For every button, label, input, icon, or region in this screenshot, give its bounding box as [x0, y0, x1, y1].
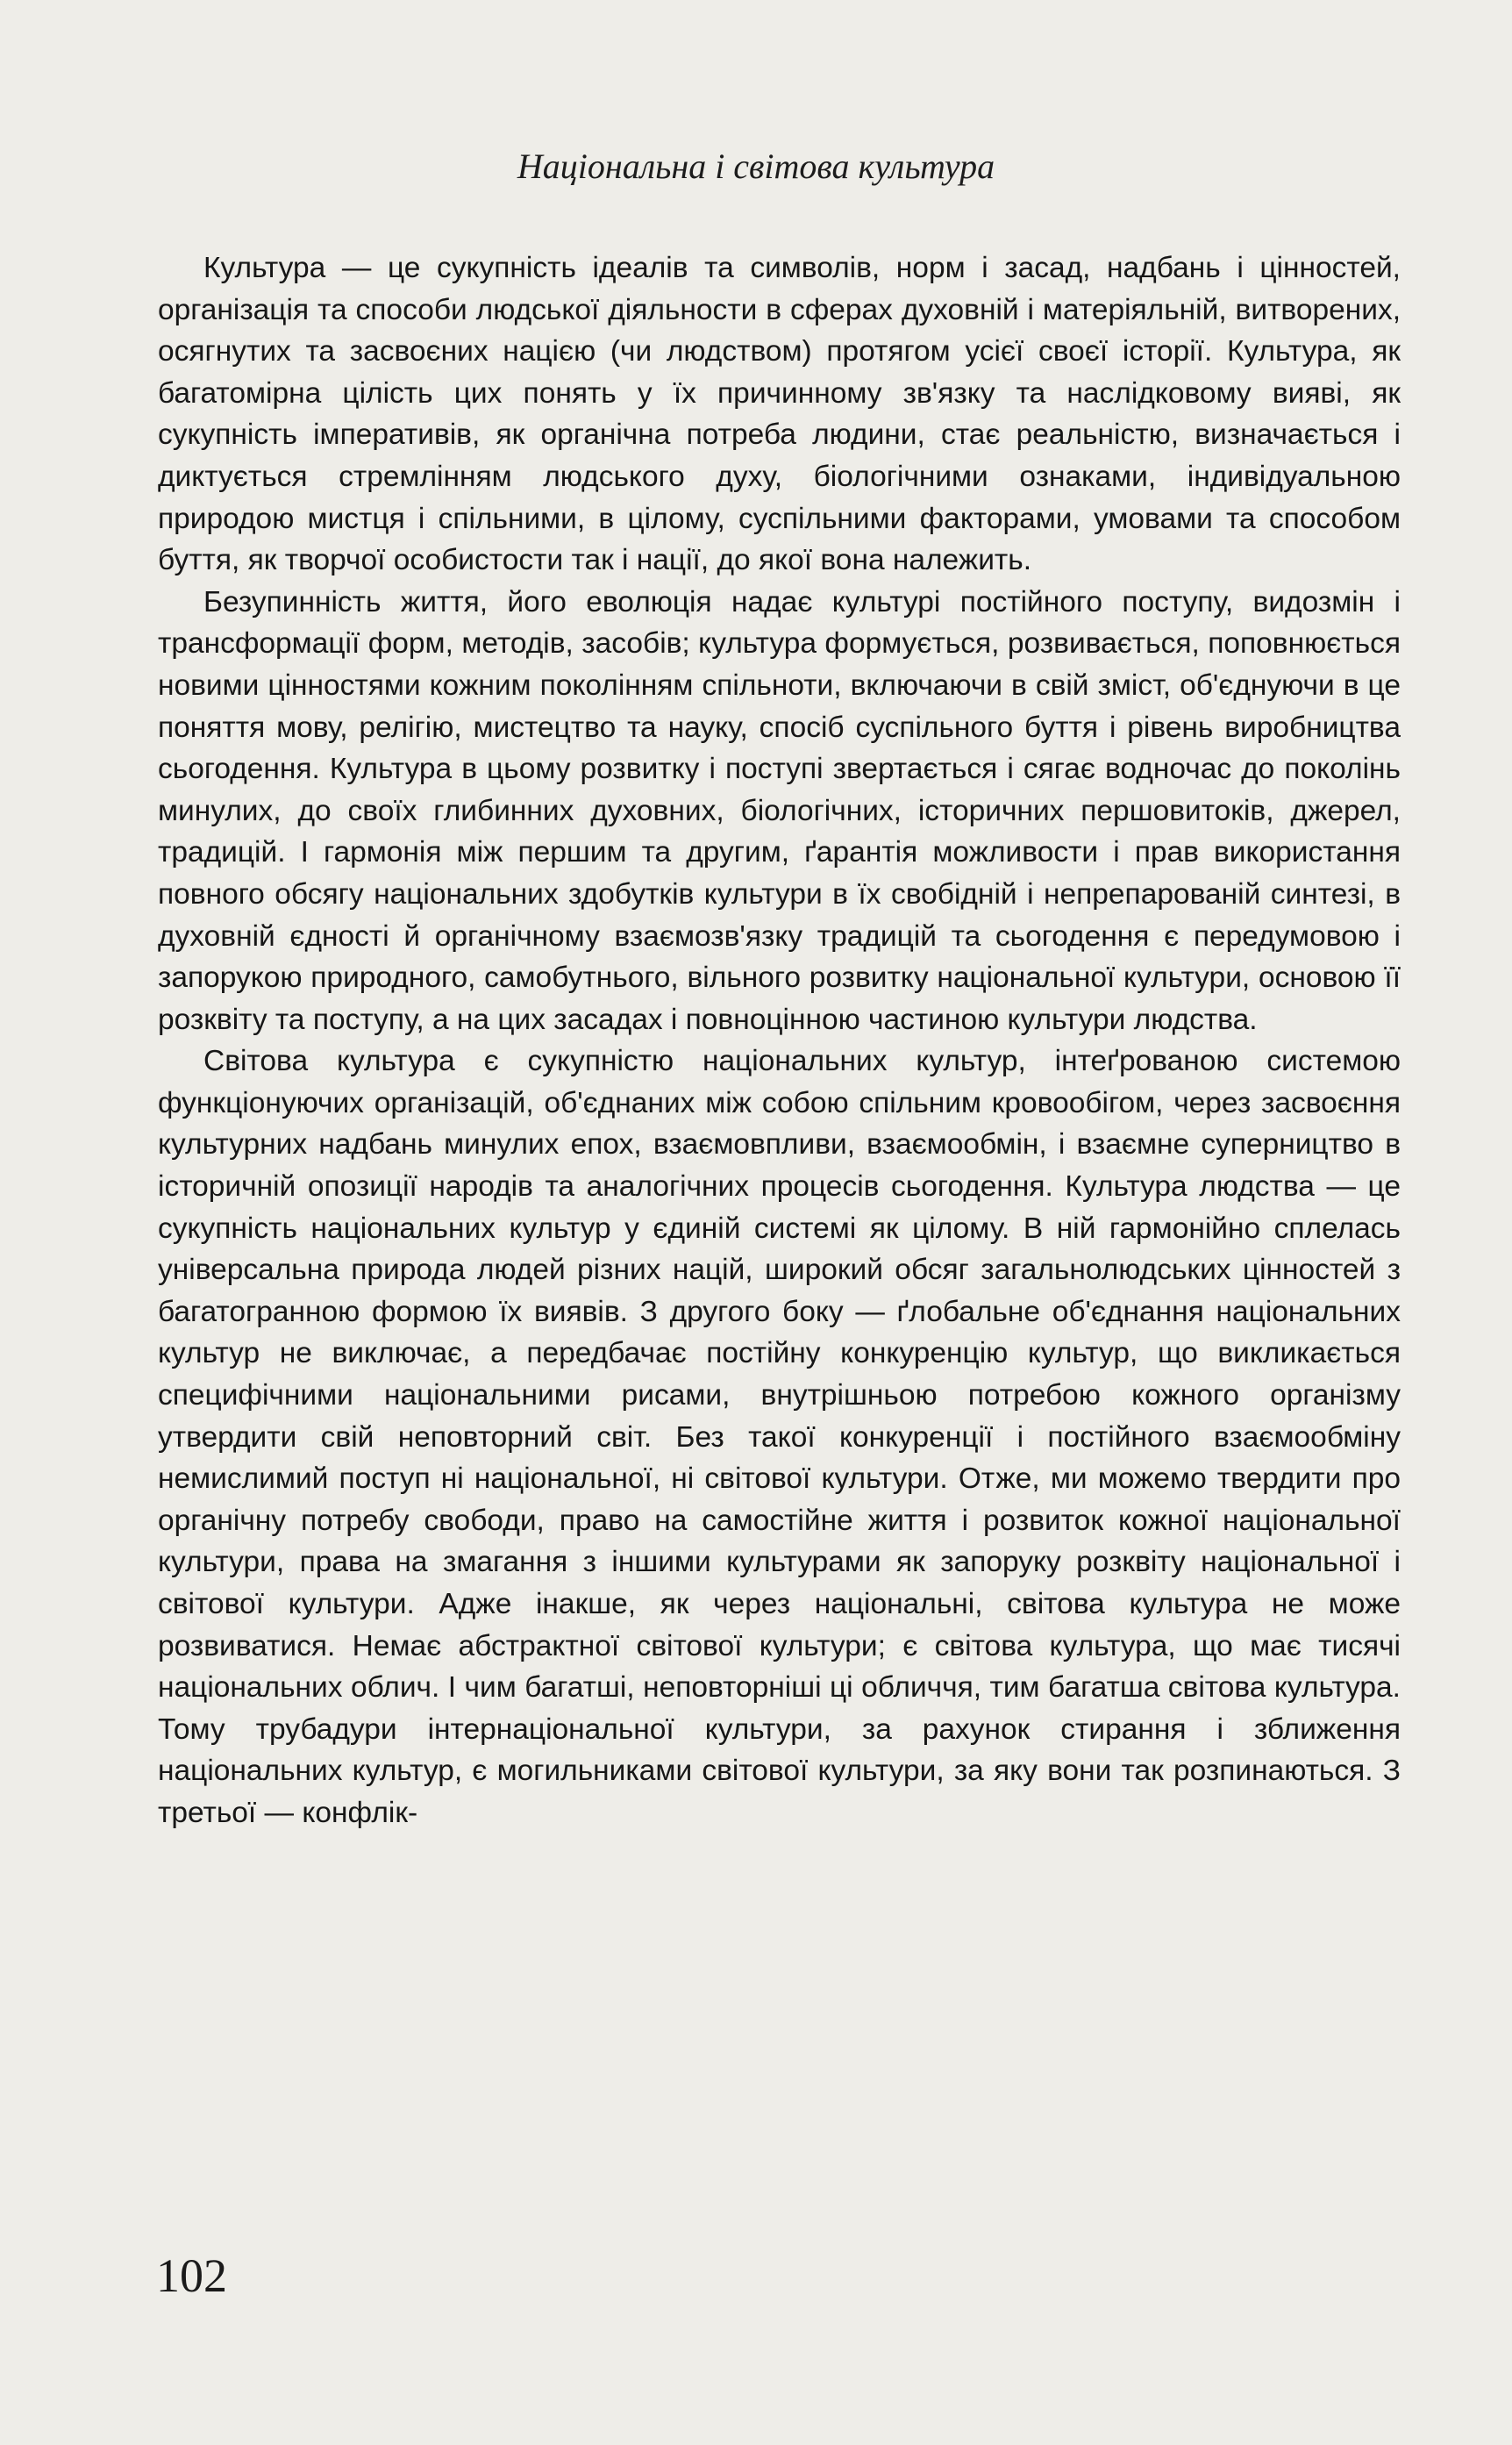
- running-header: Національна і світова культура: [517, 147, 995, 186]
- page-number: 102: [156, 2249, 227, 2302]
- paragraph-2: Безупинність життя, його еволюція надає культурі постійного поступу, видозмін і трансформації форм, методів, засобів; культура формується, розвивається, поповнюється новими цінностями кожним поколінням спільноти, включаючи в свій зміст, об'єднуючи в це поняття мову, релігію, мистецтво та науку, спосіб суспільного буття і рівень виробництва сьогодення. Культура в цьому розвитку і поступі звертається і сягає водночас до поколінь минулих, до своїх глибинних духовних, біологічних, історичних першовитоків, джерел, традицій. І гармонія між першим та другим, ґарантія можливости і прав використання повного обсягу національних здобутків культури в їх свобідній і непрепарованій синтезі, в духовній єдності й органічному взаємозв'язку традицій та сьогодення є передумовою і запорукою природного, самобутнього, вільного розвитку національної культури, основою її розквіту та поступу, а на цих засадах і повноцінною частиною культури людства.: [158, 585, 1401, 1036]
- body-text: [158, 247, 1401, 1834]
- paragraph-3: Світова культура є сукупністю національних культур, інтеґрованою системою функціонуючих організацій, об'єднаних між собою спільним кровообігом, через засвоєння культурних надбань минулих епох, взаємовпливи, взаємообмін, і взаємне суперництво в історичній опозиції народів та аналогічних процесів сьогодення. Культура людства — це сукупність національних культур у єдиній системі як цілому. В ній гармонійно сплелась універсальна природа людей різних націй, широкий обсяг загальнолюдських цінностей з багатогранною формою їх виявів. З другого боку — ґлобальне об'єднання національних культур не виключає, а передбачає постійну конкуренцію культур, що викликається специфічними національними рисами, внутрішньою потребою кожного організму утвердити свій неповторний світ. Без такої конкуренції і постійного взаємообміну немислимий поступ ні національної, ні світової культури. Отже, ми можемо твердити про органічну потребу свободи, право на самостійне життя і розвиток кожної національної культури, права на змагання з іншими культурами як запоруку розквіту національної і світової культури. Адже інакше, як через національні, світова культура не може розвиватися. Немає абстрактної світової культури; є світова культура, що має тисячі національних облич. І чим багатші, неповторніші ці обличчя, тим багатша світова культура. Тому трубадури інтернаціональної культури, за рахунок стирання і зближення національних культур, є могильниками світової культури, за яку вони так розпинаються. З третьої — конфлік-: [158, 1045, 1401, 1829]
- paragraph-1: Культура — це сукупність ідеалів та символів, норм і засад, надбань і цінностей, організація та способи людської діяльности в сферах духовній і матеріяльній, витворених, осягнутих та засвоєних нацією (чи людством) протягом усієї своєї історії. Культура, як багатомірна цілість цих понять у їх причинному зв'язку та наслідковому вияві, як сукупність імперативів, як органічна потреба людини, стає реальністю, визначається і диктується стремлінням людського духу, біологічними ознаками, індивідуальною природою мистця і спільними, в цілому, суспільними факторами, умовами та способом буття, як творчої особистости так і нації, до якої вона належить.: [158, 252, 1401, 577]
